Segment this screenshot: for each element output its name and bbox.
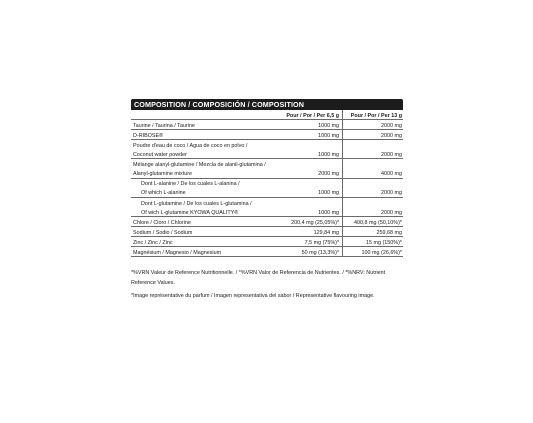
value-per-13g: 2000 mg	[343, 120, 403, 130]
value-per-6-5g	[274, 159, 342, 169]
ingredient-name: Dont L-glutamine / De los cuales L-glutamina /	[141, 200, 252, 207]
table-row	[131, 169, 403, 179]
value-per-13g: 100 mg (26,6%)*	[343, 247, 403, 257]
composition-label	[131, 99, 403, 257]
value-per-6-5g: 200,4 mg (25,05%)*	[274, 217, 342, 227]
header-blank	[131, 110, 274, 120]
value-per-6-5g: 1000 mg	[274, 130, 342, 140]
value-per-13g	[343, 140, 403, 150]
footnote-image: *Image représentative du parfum / Imagen representativa del sabor / Representative flavouring image.	[131, 293, 375, 299]
table-row	[131, 207, 403, 217]
value-per-13g: 259,68 mg	[343, 227, 403, 237]
ingredient-name: Chlore / Cloro / Chlorine	[131, 217, 274, 227]
value-per-6-5g: 7,5 mg (75%)*	[274, 237, 342, 247]
table-row	[131, 120, 403, 130]
value-per-13g: 4000 mg	[343, 169, 403, 179]
value-per-13g	[343, 178, 403, 188]
ingredient-name: Of wich L-glutamine KYOWA QUALITY®	[131, 207, 274, 217]
footnote-nrv: *%VRN Valeur de Reference Nutritionnelle. / *%VRN Valor de Referencia de Nutrientes. / *%NRV: Nutrient	[131, 270, 386, 276]
table-row	[131, 149, 403, 159]
footnote-nrv-cont: Reference Values.	[131, 280, 175, 286]
value-per-13g: 2000 mg	[343, 207, 403, 217]
value-per-13g	[343, 159, 403, 169]
footnotes	[131, 268, 405, 301]
value-per-6-5g: 129,84 mg	[274, 227, 342, 237]
ingredient-name: Sodium / Sodio / Sodium	[131, 227, 274, 237]
ingredient-name: D-RIBOSE®	[131, 130, 274, 140]
table-row	[131, 159, 403, 169]
ingredient-name: Coconut water powder	[131, 149, 274, 159]
header-per-13g: Pour / Por / Per 13 g	[343, 110, 403, 120]
table-row	[131, 197, 403, 207]
table-row	[131, 227, 403, 237]
composition-title: COMPOSITION / COMPOSICIÓN / COMPOSITION	[131, 99, 403, 110]
ingredient-name: Magnésium / Magnesio / Magnesium	[131, 247, 274, 257]
value-per-6-5g: 1000 mg	[274, 207, 342, 217]
value-per-6-5g: 50 mg (13,3%)*	[274, 247, 342, 257]
ingredient-name: Taurine / Taurina / Taurine	[131, 120, 274, 130]
table-row	[131, 130, 403, 140]
composition-table	[131, 110, 403, 257]
header-per-6-5g: Pour / Por / Per 6,5 g	[274, 110, 342, 120]
value-per-13g: 2000 mg	[343, 149, 403, 159]
value-per-13g: 2000 mg	[343, 188, 403, 198]
table-row	[131, 237, 403, 247]
value-per-13g: 400,8 mg (50,10%)*	[343, 217, 403, 227]
ingredient-name: Zinc / Zinc / Zinc	[131, 237, 274, 247]
table-row	[131, 188, 403, 198]
ingredient-name: Mélange alanyl-glutamine / Mezcla de alanil-glutamina /	[133, 162, 266, 169]
value-per-13g: 15 mg (150%)*	[343, 237, 403, 247]
table-row	[131, 247, 403, 257]
value-per-13g	[343, 197, 403, 207]
value-per-6-5g	[274, 178, 342, 188]
ingredient-name: Of which L-alanine	[131, 188, 274, 198]
table-row	[131, 217, 403, 227]
table-header-row	[131, 110, 403, 120]
value-per-6-5g: 2000 mg	[274, 169, 342, 179]
value-per-6-5g	[274, 197, 342, 207]
table-row	[131, 140, 403, 150]
ingredient-name: Poudre d'eau de coco / Agua de coco en polvo /	[133, 142, 248, 149]
value-per-6-5g	[274, 140, 342, 150]
value-per-6-5g: 1000 mg	[274, 188, 342, 198]
ingredient-name: Alanyl-glutamine mixture	[131, 169, 274, 179]
ingredient-name: Dont L-alanine / De los cuales L-alanina /	[141, 181, 240, 188]
table-row	[131, 178, 403, 188]
value-per-13g: 2000 mg	[343, 130, 403, 140]
value-per-6-5g: 1000 mg	[274, 120, 342, 130]
value-per-6-5g: 1000 mg	[274, 149, 342, 159]
